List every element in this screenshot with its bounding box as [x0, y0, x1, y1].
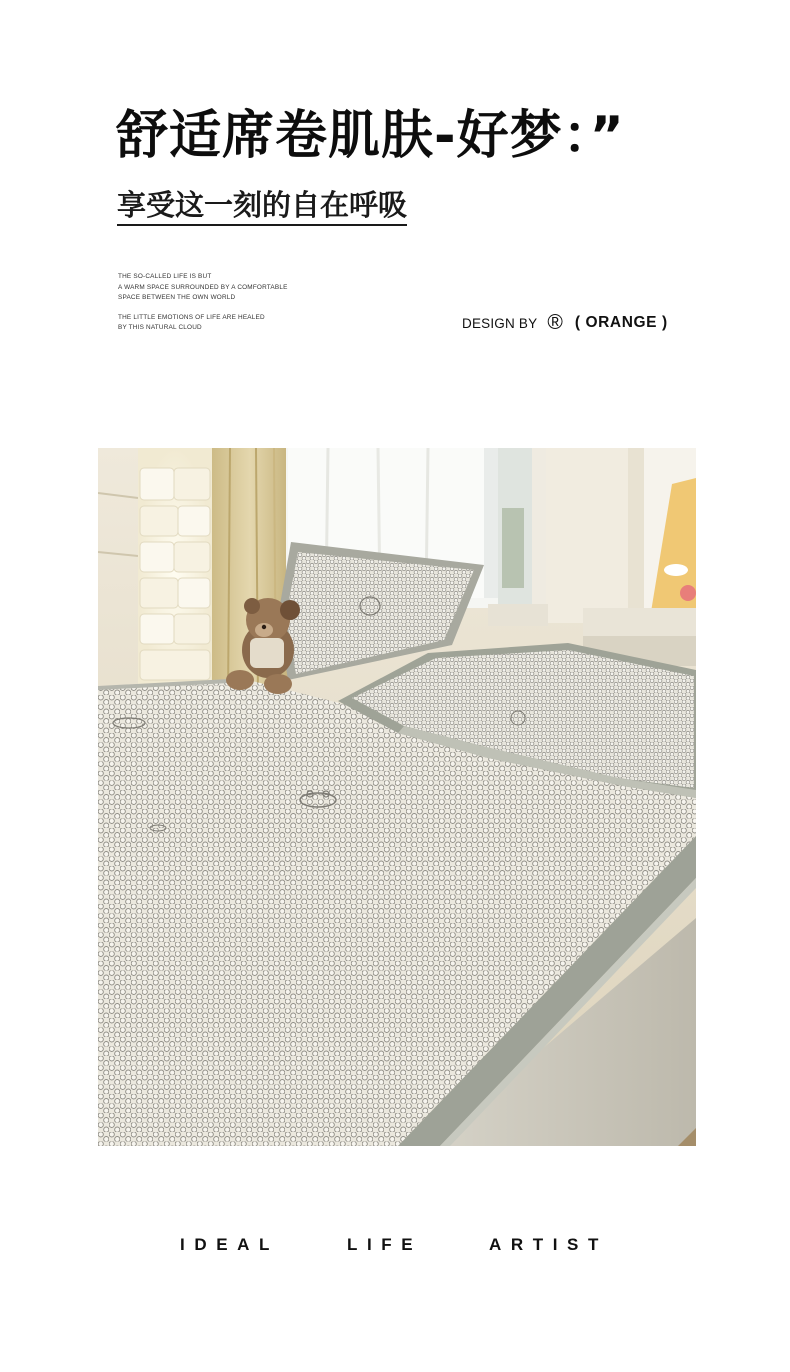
caption-line: THE SO-CALLED LIFE IS BUT	[118, 273, 212, 280]
caption-line: THE LITTLE EMOTIONS OF LIFE ARE HEALED	[118, 313, 265, 321]
design-by-label: DESIGN BY	[462, 315, 538, 331]
subline: 享受这一刻的自在呼吸	[117, 186, 407, 226]
window-sill	[488, 604, 548, 626]
caption-line: A WARM SPACE SURROUNDED BY A COMFORTABLE	[118, 283, 288, 291]
caption-line: BY THIS NATURAL CLOUD	[118, 324, 202, 332]
english-caption-paragraph-2	[118, 313, 308, 334]
design-credit	[462, 310, 668, 336]
headline: 舒适席卷肌肤-好梦：”	[116, 106, 625, 166]
tagline-word-life: LIFE	[347, 1235, 423, 1254]
english-caption-paragraph-1	[118, 272, 308, 304]
floor-lamp	[138, 448, 212, 688]
tagline-word-artist: ARTIST	[489, 1235, 608, 1254]
ideal-life-artist-tagline	[0, 1233, 790, 1257]
english-caption-block	[118, 272, 308, 343]
registered-mark-icon: ®	[547, 311, 563, 334]
tagline-word-ideal: IDEAL	[180, 1235, 279, 1254]
brand-name: ( ORANGE )	[574, 314, 668, 331]
bedroom-mat-photo	[98, 448, 696, 1146]
caption-line: SPACE BETWEEN THE OWN WORLD	[118, 294, 236, 302]
